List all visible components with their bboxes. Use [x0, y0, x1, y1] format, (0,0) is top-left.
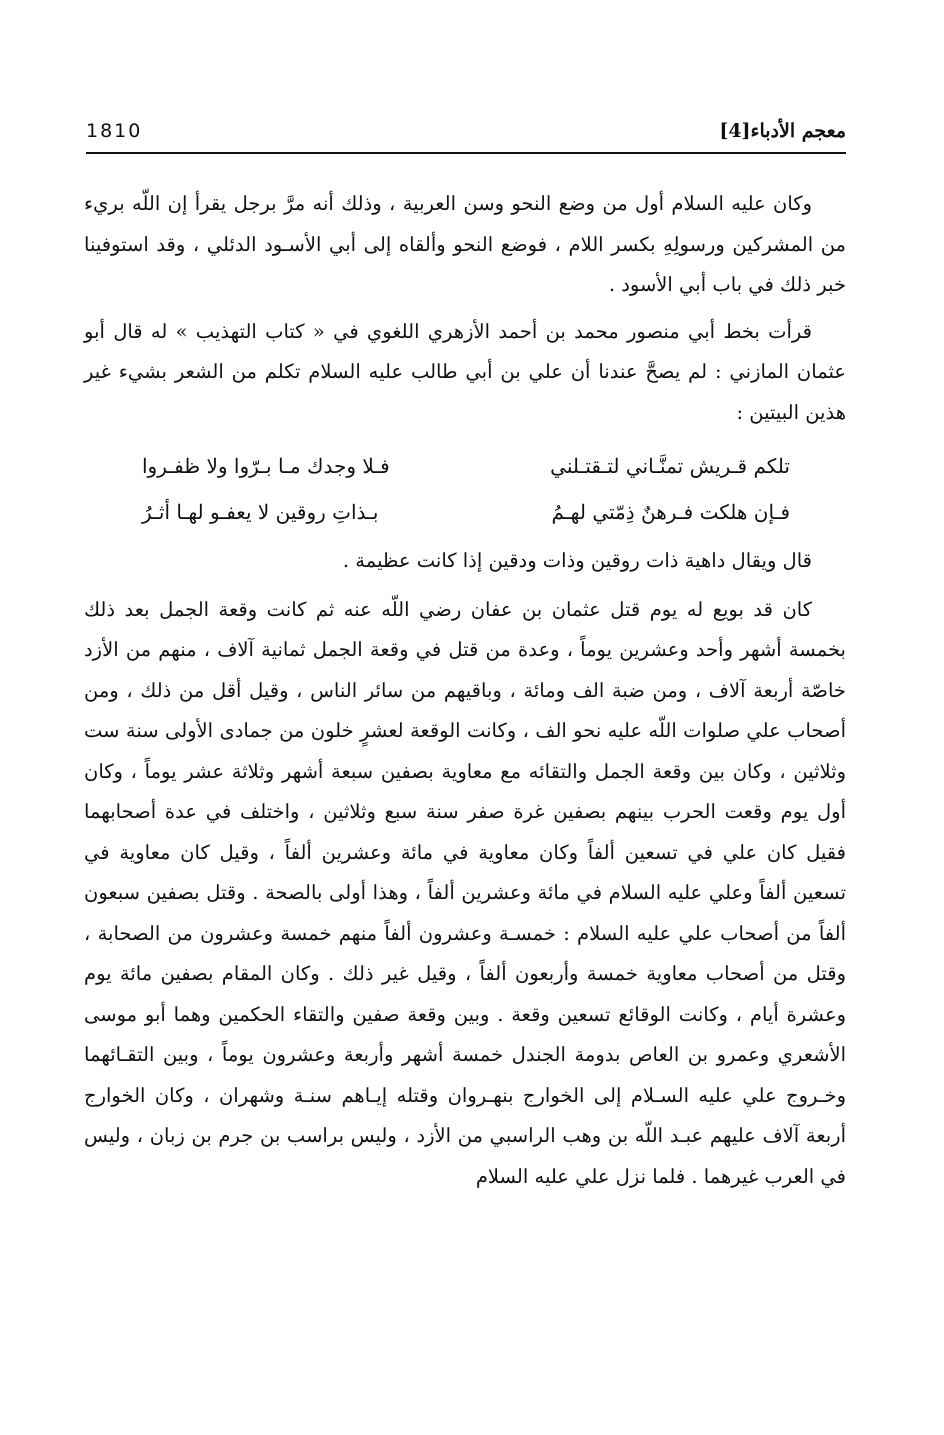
verse-1-second-hemistich: فـلا وجدك مـا بـرّوا ولا ظفـروا [142, 454, 390, 478]
book-title: معجم الأدباء[4] [719, 120, 846, 142]
poem-verse-1 [84, 443, 846, 489]
paragraph-grammar-origin: وكان عليه السلام أول من وضع النحو وسن العربية ، وذلك أنه مرَّ برجل يقرأ إن اللّه بريء من المشركين ورسولِهِ بكسر اللام ، فوضع النحو وألقاه إلى أبي الأسـود الدئلي ، وقد استوفينا خبر ذلك في باب أبي الأسود . [84, 192, 846, 296]
poem [84, 443, 846, 535]
running-header [86, 112, 846, 154]
verse-2-first-hemistich: فـإن هلكت فـرهنٌ ذِمّتي لهـمُ [551, 500, 790, 524]
paragraph-azhari-quote: قرأت بخط أبي منصور محمد بن أحمد الأزهري اللغوي في « كتاب التهذيب » له قال أبو عثمان المازني : لم يصحَّ عندنا أن علي بن أبي طالب عليه السلام تكلم من الشعر بشيء غير هذين البيتين : [84, 319, 846, 424]
paragraph-battles-history: كان قد بويع له يوم قتل عثمان بن عفان رضي اللّه عنه ثم كانت وقعة الجمل بعد ذلك بخمسة أشهر وأحد وعشرين يوماً ، وعدة من قتل في وقعة الجمل ثمانية آلاف ، منهم من الأزد خاصّة أربعة آلاف ، ومن ضبة الف ومائة ، وباقيهم من سائر الناس ، وقيل أقل من ذلك ، ومن أصحاب علي صلوات اللّه عليه نحو الف ، وكانت الوقعة لعشرٍ خلون من جمادى الأولى سنة ست وثلاثين ، وكان بين وقعة الجمل والتقائه مع معاوية بصفين سبعة أشهر وثلاثة عشر يوماً ، وكان أول يوم وقعت الحرب بينهم بصفين غرة صفر سنة سبع وثلاثين ، واختلف في عدة أصحابهما فقيل كان علي في تسعين ألفاً وكان معاوية في مائة وعشرين ألفاً ، وقيل كان معاوية في تسعين ألفاً وعلي عليه السلام في مائة وعشرين ألفاً ، وهذا أولى بالصحة . وقتل بصفين سبعون ألفاً من أصحاب علي عليه السلام : خمسـة وعشرون ألفاً منهم خمسة وعشرون من الصحابة ، وقتل من أصحاب معاوية خمسة وأربعون ألفاً ، وقيل غير ذلك . وكان المقام بصفين مائة يوم وعشرة أيام ، وكانت الوقائع تسعين وقعة . وبين وقعة صفين والتقاء الحكمين وهما أبو موسى الأشعري وعمرو بن العاص بدومة الجندل خمسة أشهر وأربعة وعشرون يوماً ، وبين التقـائهما وخـروج علي عليه السـلام إلى الخوارج بنهـروان وقتله إيـاهم سنـة وشهران ، وكان الخوارج أربعة آلاف عليهم عبـد اللّه بن وهب الراسبي من الأزد ، وليس براسب بن جرم بن زبان ، وليس في العرب غيرهما . فلما نزل علي عليه السلام [84, 597, 846, 1188]
body-text [84, 184, 846, 1197]
verse-2-second-hemistich: بـذاتِ روقين لا يعفـو لهـا أثـرُ [142, 500, 379, 524]
poem-verse-2 [84, 489, 846, 535]
page-number: 1810 [86, 120, 143, 142]
verse-1-first-hemistich: تلكم قـريش تمنَّـاني لتـقتـلني [550, 454, 790, 478]
paragraph-verse-gloss: قال ويقال داهية ذات روقين وذات ودقين إذا كانت عظيمة . [342, 549, 812, 572]
